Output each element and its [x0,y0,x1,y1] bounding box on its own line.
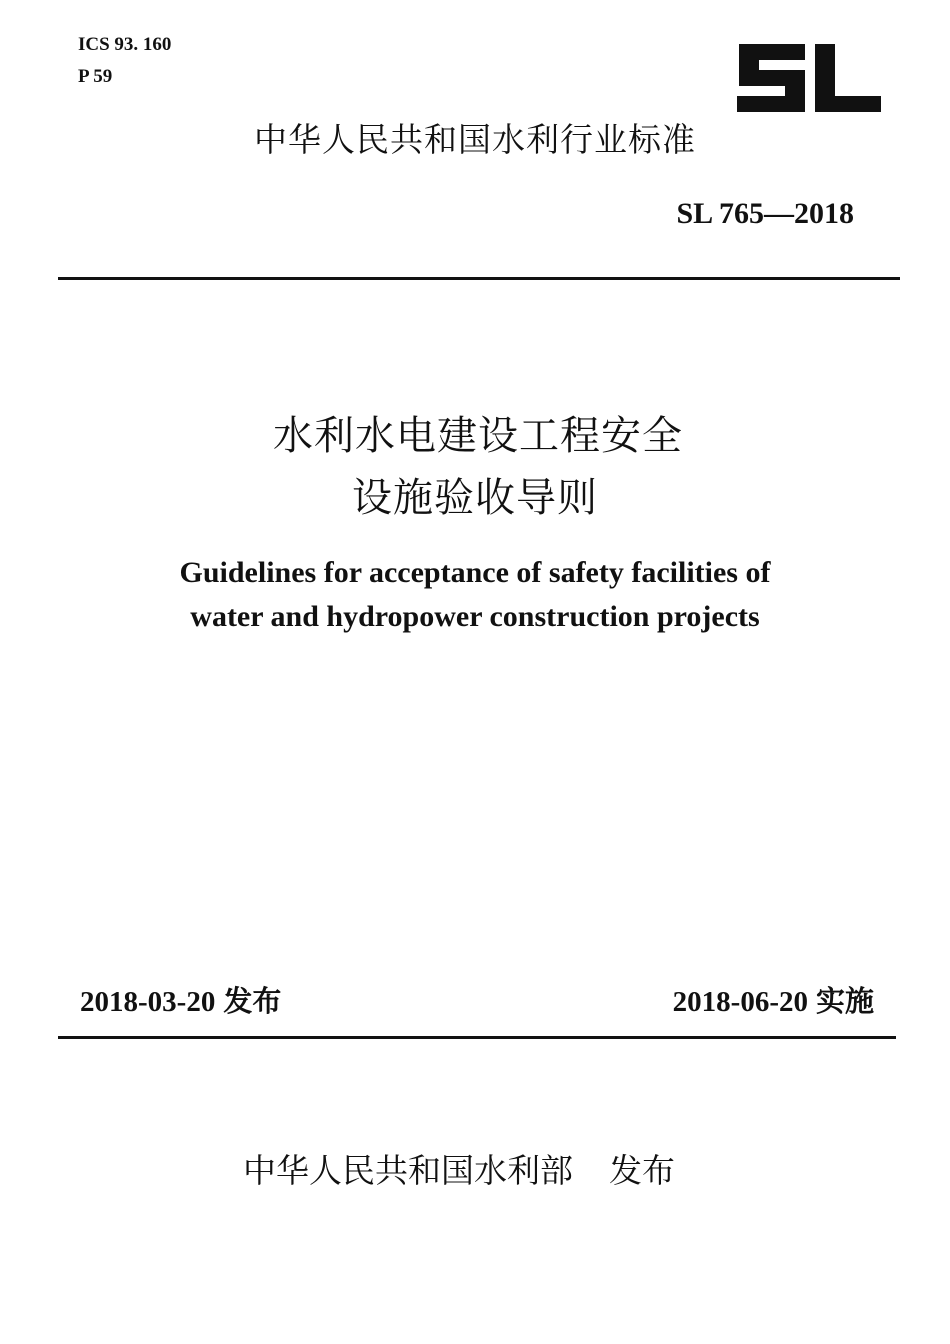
publisher-name: 中华人民共和国水利部 [243,1151,573,1190]
bottom-divider [58,1036,896,1039]
implementation-date: 2018-06-20 [672,986,808,1018]
issue-date-row [80,981,281,1022]
ics-code: ICS 93. 160 [78,34,172,55]
publisher-line [243,1148,675,1194]
title-en-line-1: Guidelines for acceptance of safety facilities of [179,556,771,589]
sl-logo [735,40,885,116]
implementation-date-row [673,981,874,1022]
issue-date: 2018-03-20 [80,986,216,1018]
sl-logo-graphic [735,40,885,116]
publisher-action: 发布 [609,1151,675,1190]
title-zh-line-2: 设施验收导则 [352,475,598,521]
standard-type: 中华人民共和国水利行业标准 [254,120,696,159]
title-en-line-2: water and hydropower construction projects [190,600,760,633]
issue-label: 发布 [223,984,282,1018]
implementation-label: 实施 [815,984,874,1018]
category-code: P 59 [78,66,113,87]
title-zh-line-1: 水利水电建设工程安全 [273,413,683,459]
standard-number: SL 765—2018 [676,197,854,230]
top-divider [58,277,900,280]
